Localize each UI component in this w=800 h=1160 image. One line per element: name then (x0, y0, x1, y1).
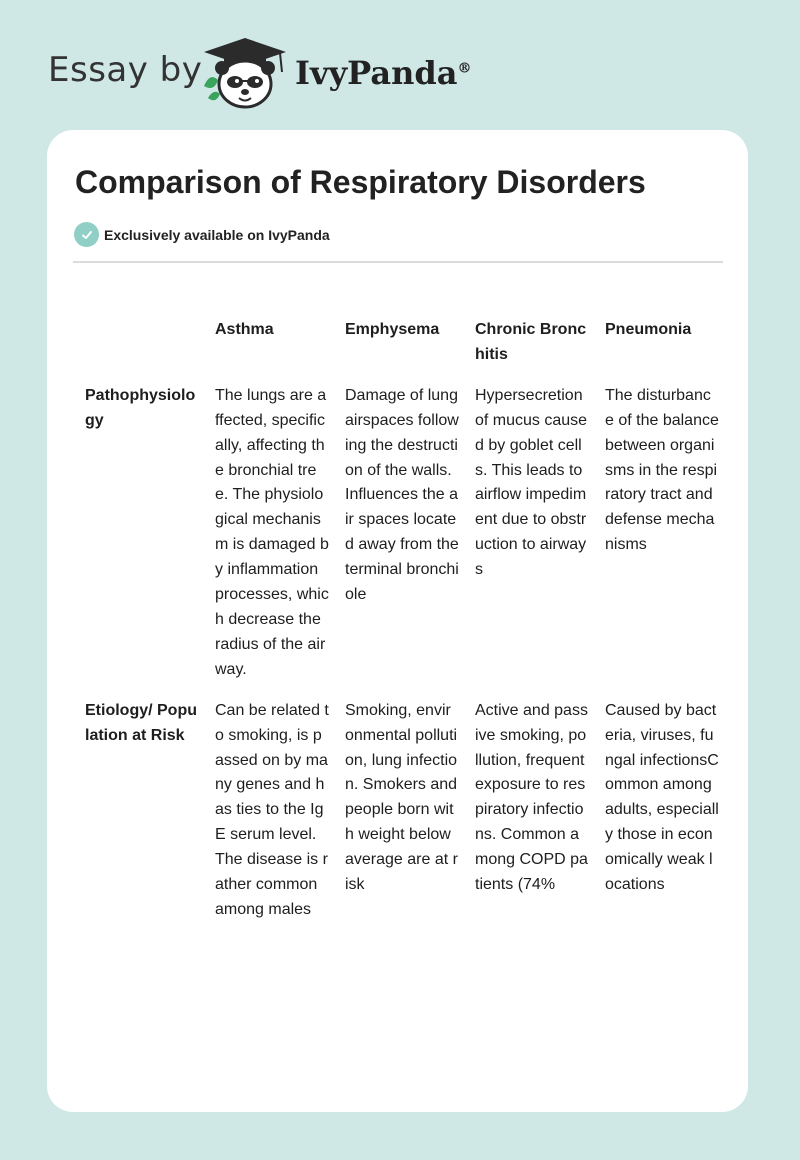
exclusive-badge-label: Exclusively available on IvyPanda (104, 226, 330, 243)
essay-by-label: Essay by (48, 50, 203, 90)
table-cell: Smoking, environmental pollution, lung infection. Smokers and people born with weight below average are at risk (345, 701, 458, 894)
brand-name: IvyPanda® (295, 54, 472, 92)
column-header: Asthma (215, 321, 274, 338)
column-header: Chronic Bronchitis (475, 321, 587, 363)
divider (73, 261, 723, 263)
check-circle-icon (74, 222, 99, 247)
table-cell: Hypersecretion of mucus caused by goblet cells. This leads to airflow impediment due to obstruction to airways (475, 386, 588, 579)
panda-graduate-logo-icon (200, 36, 290, 110)
exclusive-badge (74, 222, 330, 247)
page-title: Comparison of Respiratory Disorders (75, 164, 646, 200)
table-cell: Caused by bacteria, viruses, fungal infectionsCommon among adults, especially those in economically weak locations (605, 701, 719, 894)
comparison-table (73, 310, 723, 931)
table-row (73, 376, 723, 691)
table-cell: Active and passive smoking, pollution, frequent exposure to respiratory infections. Common among COPD patients (74% (475, 701, 588, 894)
row-header: Etiology/ Population at Risk (85, 701, 197, 744)
content-card (47, 130, 748, 1112)
table-cell: The disturbance of the balance between organisms in the respiratory tract and defense mechanisms (605, 386, 719, 554)
column-header (73, 310, 203, 376)
column-header: Pneumonia (605, 321, 692, 338)
table-row (73, 691, 723, 931)
table-cell: The lungs are affected, specifically, affecting the bronchial tree. The physiological mechanism is damaged by inflammation processes, which decrease the radius of the airway. (215, 386, 329, 678)
site-header (0, 0, 800, 120)
table-cell: Damage of lung airspaces following the destruction of the walls. Influences the air spaces located away from the terminal bronchiole (345, 386, 459, 604)
row-header: Pathophysiology (85, 386, 196, 429)
table-header-row (73, 310, 723, 376)
column-header: Emphysema (345, 321, 440, 338)
table-cell: Can be related to smoking, is passed on by many genes and has ties to the IgE serum level. The disease is rather common among males (215, 701, 329, 918)
